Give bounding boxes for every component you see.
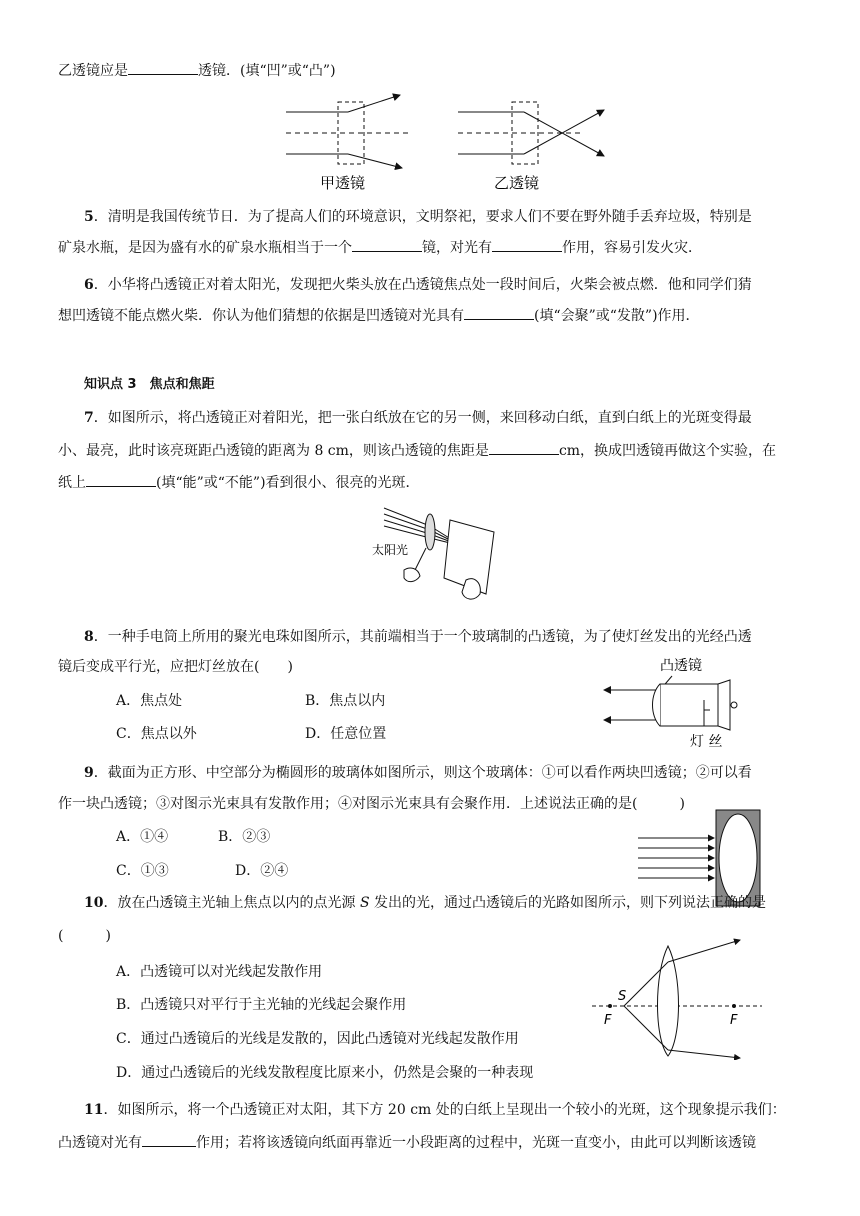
q9-option-b[interactable]: B．②③ (218, 829, 271, 845)
answer-blank[interactable] (489, 440, 559, 455)
lens-b-label: 乙透镜 (494, 174, 540, 192)
answer-blank[interactable] (86, 472, 156, 487)
bulb-body (660, 684, 718, 726)
q7-line1: 7．如图所示，将凸透镜正对着阳光，把一张白纸放在它的另一侧，来回移动白纸，直到白纸上的光斑变得最 (84, 410, 752, 426)
q8-option-d[interactable]: D．任意位置 (305, 726, 387, 742)
convex-lens-label: 凸透镜 (660, 658, 702, 674)
q6-line1: 6．小华将凸透镜正对着太阳光，发现把火柴头放在凸透镜焦点处一段时间后，火柴会被点燃．他和同学们猜 (84, 277, 752, 293)
flashlight-bulb-figure (598, 650, 748, 750)
q8-line1: 8．一种手电筒上所用的聚光电珠如图所示，其前端相当于一个玻璃制的凸透镜，为了使灯丝发出的光经凸透 (84, 629, 752, 645)
sunlight-label: 太阳光 (372, 543, 409, 557)
q9-option-a[interactable]: A．①④ (116, 829, 169, 845)
filament-label: 灯 丝 (690, 734, 723, 750)
q10-line1: 10．放在凸透镜主光轴上焦点以内的点光源 S 发出的光，通过凸透镜后的光路如图所示，则下列说法正确的是 (84, 895, 766, 911)
focus-left-label: F (604, 1013, 612, 1028)
answer-blank[interactable] (128, 60, 198, 75)
answer-blank[interactable] (464, 305, 534, 320)
answer-blank[interactable] (492, 237, 562, 252)
q10-option-c[interactable]: C．通过凸透镜后的光线是发散的，因此凸透镜对光线起发散作用 (116, 1031, 519, 1047)
lens-a-label: 甲透镜 (320, 174, 366, 192)
q11-line1: 11．如图所示，将一个凸透镜正对太阳，其下方 20 cm 处的白纸上呈现出一个较小的光斑，这个现象提示我们： (84, 1102, 786, 1118)
q11-line2: 凸透镜对光有 作用；若将该透镜向纸面再靠近一小段距离的过程中，光斑一直变小，由此可以判断该透镜 (58, 1132, 756, 1153)
q5-line2: 矿泉水瓶，是因为盛有水的矿泉水瓶相当于一个 镜，对光有 作用，容易引发火灾． (58, 237, 702, 258)
answer-blank[interactable] (352, 237, 422, 252)
q10-option-b[interactable]: B．凸透镜只对平行于主光轴的光线起会聚作用 (116, 997, 407, 1013)
q9-line2: 作一块凸透镜；③对图示光束具有发散作用；④对图示光束具有会聚作用．上述说法正确的是( ) (58, 796, 685, 812)
q8-option-c[interactable]: C．焦点以外 (116, 726, 197, 742)
q9-option-d[interactable]: D．②④ (235, 863, 289, 879)
q7-line3: 纸上 (填“能”或“不能”)看到很小、很亮的光斑． (58, 472, 420, 493)
section-heading: 知识点 3 焦点和焦距 (84, 377, 215, 392)
point-source-lens-figure (590, 938, 768, 1060)
q7-line2: 小、最亮，此时该亮斑距凸透镜的距离为 8 cm，则该凸透镜的焦距是 cm，换成凹透镜再做这个实验，在 (58, 440, 776, 461)
q10-line2: ( ) (58, 928, 111, 944)
q4-tail-line: 乙透镜应是 透镜．(填“凹”或“凸”) (58, 60, 336, 81)
answer-blank[interactable] (142, 1132, 196, 1147)
q6-line2: 想凹透镜不能点燃火柴．你认为他们猜想的依据是凹透镜对光具有 (填“会聚”或“发散”)作用． (58, 305, 700, 326)
q8-option-b[interactable]: B．焦点以内 (305, 693, 386, 709)
q10-option-d[interactable]: D．通过凸透镜后的光线发散程度比原来小，仍然是会聚的一种表现 (116, 1065, 534, 1081)
point-source-label: S (618, 989, 627, 1004)
q9-line1: 9．截面为正方形、中空部分为椭圆形的玻璃体如图所示，则这个玻璃体：①可以看作两块凹透镜；②可以看 (84, 765, 752, 781)
q8-option-a[interactable]: A．焦点处 (116, 693, 183, 709)
q9-option-c[interactable]: C．①③ (116, 863, 169, 879)
focus-right-label: F (730, 1013, 738, 1028)
lens-icon (425, 514, 435, 550)
q10-option-a[interactable]: A．凸透镜可以对光线起发散作用 (116, 964, 323, 980)
lens-figure (282, 90, 622, 195)
hand-icon (404, 568, 420, 582)
sunlight-lens-figure (370, 502, 510, 610)
q5-line1: 5．清明是我国传统节日．为了提高人们的环境意识，文明祭祀，要求人们不要在野外随手丢弃垃圾，特别是 (84, 209, 752, 225)
hollow-ellipse (719, 814, 757, 902)
q8-line2: 镜后变成平行光，应把灯丝放在( ) (58, 659, 293, 675)
